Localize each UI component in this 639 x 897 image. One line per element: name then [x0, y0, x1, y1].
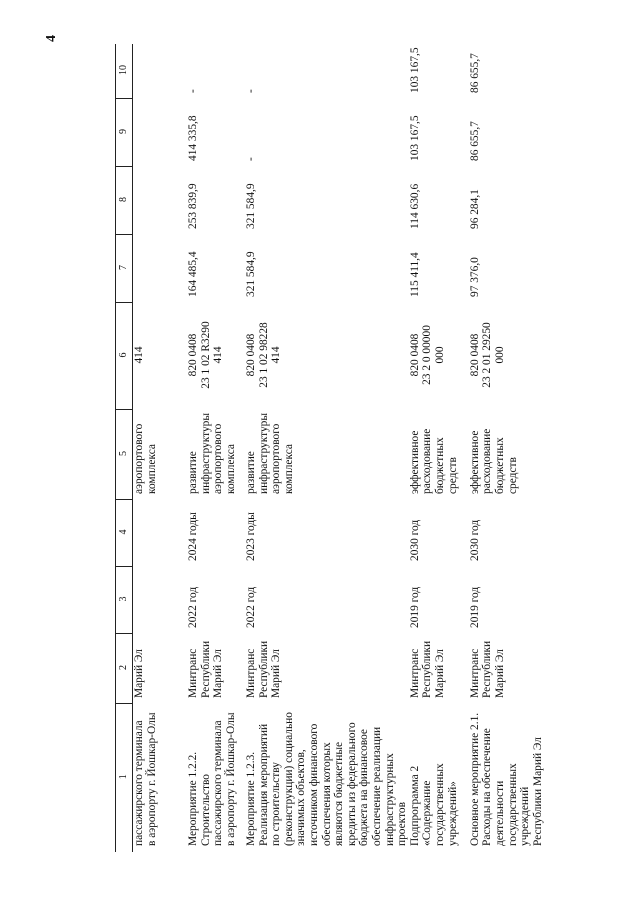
- funding-2021-cell: [133, 99, 188, 167]
- header-cell: 6: [116, 303, 133, 410]
- responsible-executor-cell: [187, 634, 245, 704]
- cell-line: Реализация мероприятий: [257, 723, 270, 846]
- funding-2022-cell: 103 167,5: [408, 47, 421, 93]
- end-year-cell: 2030 год: [408, 519, 421, 561]
- cell-line: развитие: [245, 451, 257, 494]
- funding-2019-cell: 115 411,4: [408, 252, 421, 297]
- end-year-cell: 2023 годы: [245, 512, 257, 561]
- funding-2020-cell: 114 630,6: [408, 183, 421, 229]
- cell-line: государственных: [433, 763, 446, 846]
- cell-line: бюджетных средств: [493, 437, 519, 494]
- funding-2022-cell: 86 655,7: [468, 53, 481, 93]
- cell-line: комплекса: [224, 444, 237, 494]
- expected-result-cell: [245, 410, 409, 500]
- responsible-executor-cell: [245, 634, 409, 704]
- header-cell: 10: [116, 44, 133, 99]
- funding-2020-cell: 96 284,1: [468, 189, 481, 229]
- cell-line: эффективное: [468, 430, 481, 494]
- cell-line: Республики: [421, 640, 434, 698]
- activity-name-cell: [409, 704, 469, 852]
- activity-name-cell: [469, 704, 565, 852]
- start-year-cell: 2019 год: [468, 586, 481, 628]
- header-cell: 5: [116, 410, 133, 500]
- expected-result-cell: [409, 410, 469, 500]
- start-year-cell: 2019 год: [408, 586, 421, 628]
- cell-line: аэропортового: [133, 423, 145, 494]
- activity-name-cell: [133, 704, 188, 852]
- header-cell: 8: [116, 167, 133, 235]
- cell-line: пассажирского терминала: [212, 720, 225, 846]
- end-year-cell: 2030 год: [468, 519, 481, 561]
- cell-line: 23 2 01 29250: [481, 322, 494, 388]
- cell-line: развитие: [187, 451, 199, 494]
- cell-line: 23 1 02 R3290: [199, 321, 212, 389]
- start-year-cell: 2022 год: [245, 586, 257, 628]
- responsible-executor-cell: [409, 634, 469, 704]
- cell-line: деятельности: [493, 780, 506, 846]
- cell-line: Минтранс: [468, 648, 481, 698]
- cell-line: эффективное: [408, 430, 421, 494]
- funding-2021-cell: 414 335,8: [187, 115, 199, 161]
- budget-classification-code-cell: [245, 303, 409, 410]
- header-cell: 7: [116, 235, 133, 303]
- cell-line: комплекса: [282, 444, 295, 494]
- cell-line: аэропортового: [212, 423, 225, 494]
- cell-line: 820 0408: [408, 333, 421, 377]
- cell-line: обеспечение реализации: [370, 726, 383, 846]
- cell-line: Республики: [199, 640, 212, 698]
- header-cell: 9: [116, 99, 133, 167]
- funding-2022-cell: -: [245, 89, 257, 93]
- cell-line: в аэропорту г. Йошкар-Олы: [145, 712, 158, 846]
- cell-line: 414: [133, 346, 145, 364]
- cell-line: аэропортового: [270, 423, 283, 494]
- cell-line: государственных учреждений: [506, 763, 532, 846]
- cell-line: 414: [212, 346, 225, 364]
- table-row: [469, 44, 565, 852]
- funding-2019-cell: 97 376,0: [468, 257, 481, 297]
- cell-line: комплекса: [145, 444, 158, 494]
- header-cell: 3: [116, 567, 133, 634]
- cell-line: 000: [433, 346, 446, 364]
- cell-line: Республики: [481, 640, 494, 698]
- cell-line: в аэропорту г. Йошкар-Олы: [224, 712, 237, 846]
- cell-line: Марий Эл: [493, 649, 506, 698]
- funding-2021-cell: 86 655,7: [468, 121, 481, 161]
- funding-2022-cell: -: [187, 89, 199, 93]
- header-cell: 4: [116, 500, 133, 567]
- cell-line: Подпрограмма 2: [408, 765, 421, 846]
- table-row: [187, 44, 245, 852]
- funding-2021-cell: 103 167,5: [408, 115, 421, 161]
- cell-line: 820 0408: [187, 333, 199, 377]
- header-cell: 2: [116, 634, 133, 704]
- cell-line: значимых объектов,: [295, 749, 308, 846]
- cell-line: Республики: [257, 640, 270, 698]
- activity-name-cell: [245, 704, 409, 852]
- start-year-cell: [133, 567, 188, 634]
- cell-line: обеспечения которых: [320, 742, 333, 846]
- expected-result-cell: [133, 410, 188, 500]
- responsible-executor-cell: [469, 634, 565, 704]
- cell-line: бюджета на финансовое: [358, 729, 371, 846]
- cell-line: Мероприятие 1.2.3.: [245, 751, 257, 846]
- cell-line: Марий Эл: [433, 649, 446, 698]
- expected-result-cell: [187, 410, 245, 500]
- cell-line: инфраструктуры: [257, 413, 270, 494]
- cell-line: инфраструктурных: [383, 753, 396, 846]
- cell-line: Расходы на обеспечение: [481, 728, 494, 846]
- cell-line: Минтранс: [187, 648, 199, 698]
- end-year-cell: [133, 500, 188, 567]
- responsible-executor-cell: [133, 634, 188, 704]
- cell-line: являются бюджетные: [333, 741, 346, 846]
- cell-line: Минтранс: [408, 648, 421, 698]
- cell-line: проектов: [396, 802, 409, 846]
- funding-2020-cell: 253 839,9: [187, 183, 199, 229]
- header-cell: 1: [116, 704, 133, 852]
- cell-line: бюджетных средств: [433, 437, 459, 494]
- funding-2019-cell: 321 584,9: [245, 251, 257, 297]
- cell-line: 23 1 02 98228: [257, 322, 270, 388]
- budget-classification-code-cell: [133, 303, 188, 410]
- cell-line: Основное мероприятие 2.1.: [468, 712, 481, 846]
- cell-line: 414: [270, 346, 283, 364]
- cell-line: Марий Эл: [133, 649, 145, 698]
- cell-line: 820 0408: [245, 333, 257, 377]
- budget-classification-code-cell: [469, 303, 565, 410]
- expected-result-cell: [469, 410, 565, 500]
- funding-2019-cell: 164 485,4: [187, 251, 199, 297]
- cell-line: Республики Марий Эл: [531, 737, 544, 846]
- funding-2020-cell: [133, 167, 188, 235]
- header-row: [116, 44, 133, 852]
- activity-name-cell: [187, 704, 245, 852]
- table-row: [133, 44, 188, 852]
- cell-line: расходование: [421, 428, 434, 494]
- cell-line: Мероприятие 1.2.2.: [187, 751, 199, 846]
- cell-line: источником финансового: [307, 723, 320, 846]
- funding-2020-cell: 321 584,9: [245, 183, 257, 229]
- funding-table: [115, 44, 565, 852]
- cell-line: пассажирского терминала: [133, 720, 145, 846]
- end-year-cell: 2024 годы: [187, 512, 199, 561]
- cell-line: расходование: [481, 428, 494, 494]
- cell-line: по строительству: [270, 762, 283, 846]
- start-year-cell: 2022 год: [187, 586, 199, 628]
- funding-2021-cell: -: [245, 157, 257, 161]
- funding-2019-cell: [133, 235, 188, 303]
- budget-classification-code-cell: [187, 303, 245, 410]
- cell-line: кредиты из федерального: [345, 722, 358, 846]
- cell-line: 23 2 0 00000: [421, 325, 434, 385]
- cell-line: 000: [493, 346, 506, 364]
- page-number: 4: [44, 35, 59, 42]
- table-row: [245, 44, 409, 852]
- cell-line: инфраструктуры: [199, 413, 212, 494]
- table-row: [409, 44, 469, 852]
- cell-line: «Содержание: [421, 780, 434, 846]
- cell-line: учреждений»: [446, 781, 459, 846]
- cell-line: (реконструкции) социально: [282, 712, 295, 846]
- cell-line: Марий Эл: [212, 649, 225, 698]
- funding-2022-cell: [133, 44, 188, 99]
- cell-line: Минтранс: [245, 648, 257, 698]
- budget-classification-code-cell: [409, 303, 469, 410]
- cell-line: Марий Эл: [270, 649, 283, 698]
- cell-line: Строительство: [199, 774, 212, 846]
- cell-line: 820 0408: [468, 333, 481, 377]
